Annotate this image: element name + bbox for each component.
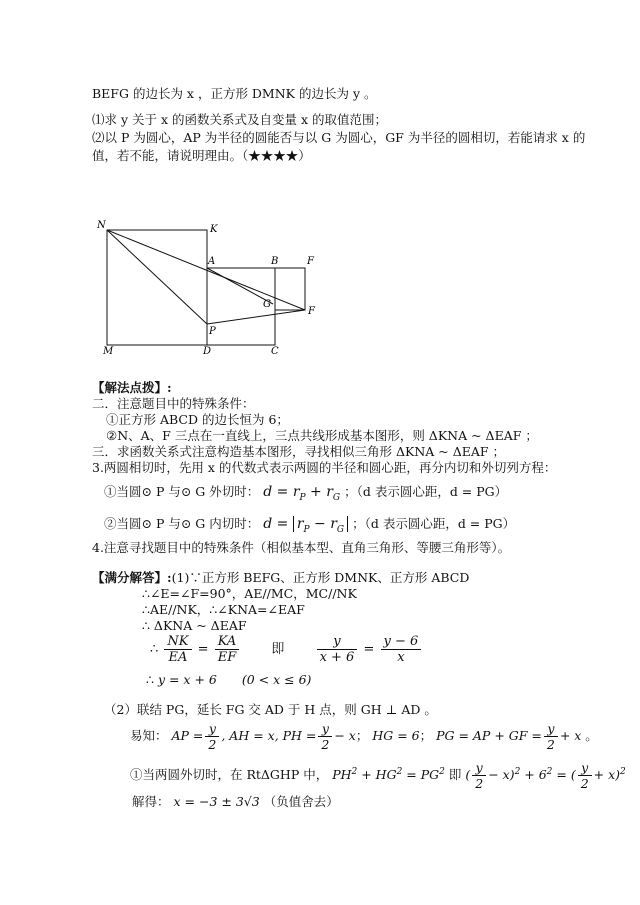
external-tangent-formula: $d = r_P + r_G$ [263, 484, 341, 503]
answer-value: x = −3 ± 3√3 [173, 794, 260, 809]
known-prefix: 易知： [130, 728, 168, 743]
internal-tangent-line [104, 516, 515, 538]
internal-tangent-formula: $d = r_P - r_G$ [263, 516, 348, 532]
part-2-intro: （2）联结 PG，延长 FG 交 AD 于 H 点，则 GH ⊥ AD 。 [104, 702, 437, 717]
hint-4: 4.注意寻找题目中的特殊条件（相似基本型、直角三角形、等腰三角形等）。 [92, 540, 511, 555]
label-p: P [209, 326, 216, 337]
ratio-connector: 即 [271, 642, 285, 657]
label-b: B [271, 256, 279, 267]
geometry-figure [95, 218, 335, 358]
label-c: C [271, 346, 279, 357]
square-dmnk [107, 230, 207, 345]
hint-3: 三．求函数关系式注意构造基本图形，寻找相似三角形 ΔKNA ~ ΔEAF ； [92, 444, 506, 459]
part-2-external: ①当两圆外切时，在 RtΔGHP 中， $PH^2 + HG^2 = PG^2$ 即 ( $\frac{y}{2}$ − $x)^2 + 6^2$ = ( $\frac{y}{2}$ + x)$^2$ [130, 760, 626, 792]
result-formula: y = x + 6 (0 < x ≤ 6) [157, 672, 312, 687]
external-prefix: ①当两圆外切时，在 RtΔGHP 中， [130, 767, 329, 783]
part-2-known: 易知： AP = $\frac{y}{2}$ , AH = x, PH = $\frac{y}{2}$ − x； HG = 6； PG = AP + GF = $\frac{y}{2}$ + x 。 [130, 721, 598, 752]
hint-tangent: 3.两圆相切时，先用 x 的代数式表示两圆的半径和圆心距，再分内切和外切列方程： [92, 460, 557, 475]
external-tangent-line [104, 484, 507, 506]
label-f-top: F [307, 256, 314, 267]
external-connector: 即 [448, 767, 462, 783]
line-pf [207, 310, 305, 324]
label-n: N [97, 220, 106, 231]
solution-line-1 [92, 570, 469, 586]
question-2-line-b: 值，若不能，请说明理由。（★★★★） [92, 148, 311, 163]
label-m: M [103, 346, 114, 357]
line-np [107, 230, 207, 324]
external-tangent-note: ；（d 表示圆心距，d = PG） [344, 484, 508, 499]
label-g: G [263, 299, 271, 310]
fraction-y-x6: $\frac{y}{x + 6}$ [317, 634, 358, 665]
solution-answer [132, 794, 339, 810]
solution-line-2: ∴∠E=∠F=90°，AE//MC，MC//NK [142, 586, 357, 601]
solution-result: ∴ y = x + 6 (0 < x ≤ 6) [146, 672, 312, 687]
hint-2a: ①正方形 ABCD 的边长恒为 6； [106, 412, 289, 427]
hint-2: 二．注意题目中的特殊条件： [92, 396, 255, 411]
internal-tangent-prefix: ②当圆⊙ P 与⊙ G 内切时： [104, 516, 260, 531]
solution-title: 【满分解答】: [92, 570, 172, 585]
fraction-y6-x: $\frac{y - 6}{x}$ [381, 634, 422, 665]
hints-title: 【解法点拨】: [92, 380, 172, 395]
fraction-nk-ea: $\frac{NK}{EA}$ [164, 634, 191, 665]
label-k: K [210, 224, 218, 235]
label-d: D [203, 346, 212, 357]
problem-line: BEFG 的边长为 x ，正方形 DMNK 的边长为 y 。 [92, 86, 377, 101]
label-a: A [208, 256, 216, 267]
solution-given: (1)∵正方形 BEFG、正方形 DMNK、正方形 ABCD [171, 570, 470, 585]
solution-line-4: ∴ ΔKNA ~ ΔEAF [142, 618, 247, 633]
question-2-line-a: ⑵以 P 为圆心，AP 为半径的圆能否与以 G 为圆心，GF 为半径的圆相切，若能请求 x 的 [92, 130, 586, 145]
label-f-right: F [308, 306, 315, 317]
solution-line-3: ∴AE//NK，∴∠KNA=∠EAF [142, 602, 305, 617]
fraction-ka-ef: $\frac{KA}{EF}$ [215, 634, 240, 665]
internal-tangent-note: ；（d 表示圆心距，d = PG） [352, 516, 516, 531]
ratio-equation: ∴ $\frac{NK}{EA}$ = $\frac{KA}{EF}$ 即 $\frac{y}{x + 6}$ = $\frac{y - 6}{x}$ [150, 634, 423, 666]
answer-prefix: 解得： [132, 794, 170, 809]
external-tangent-prefix: ①当圆⊙ P 与⊙ G 外切时： [104, 484, 260, 499]
question-1: ⑴求 y 关于 x 的函数关系式及自变量 x 的取值范围； [92, 112, 388, 127]
answer-note: （负值舍去） [263, 794, 339, 809]
hint-2b: ②N、A、F 三点在一直线上，三点共线形成基本图形，则 ΔKNA ~ ΔEAF ； [106, 428, 538, 443]
